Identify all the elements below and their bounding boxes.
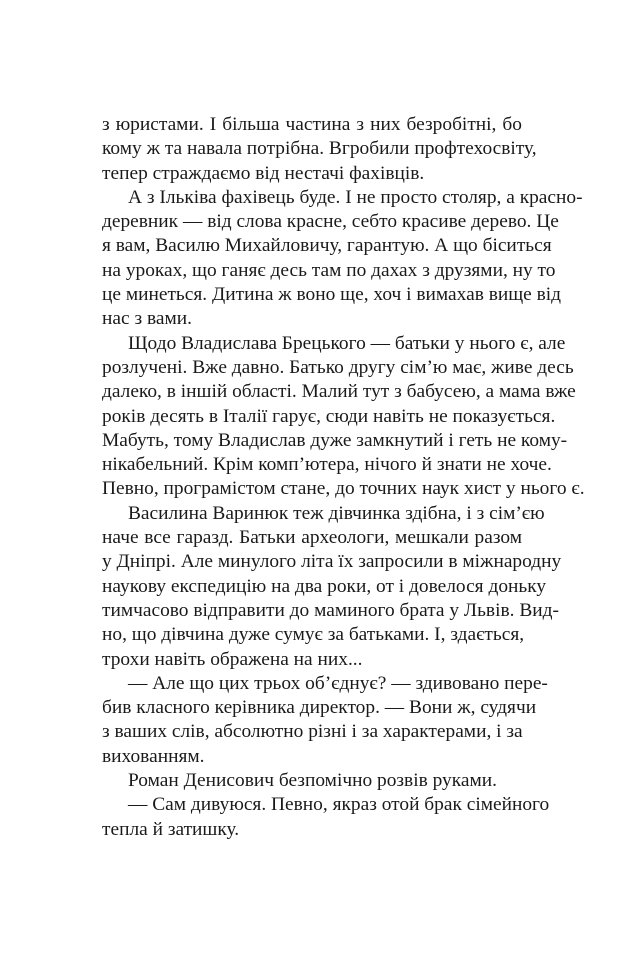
text-line: тепла й затишку. xyxy=(102,818,240,840)
text-line: на уроках, що ганяє десь там по дахах з друзями, ну то xyxy=(102,259,556,281)
paragraph xyxy=(102,502,562,672)
text-line: Щодо Владислава Брецького — батьки у нього є, але xyxy=(128,332,566,354)
text-line: наукову експедицію на два роки, от і довелося доньку xyxy=(102,575,547,597)
paragraph xyxy=(102,332,585,502)
text-line: кому ж та навала потрібна. Вгробили профтехосвіту, xyxy=(102,138,537,160)
text-line: далеко, в іншій області. Малий тут з бабусею, а мама вже xyxy=(102,381,576,403)
text-line: трохи навіть ображена на них... xyxy=(102,648,363,670)
paragraph xyxy=(102,793,550,842)
text-line: тимчасово відправити до маминого брата у Львів. Вид- xyxy=(102,599,559,621)
text-line: вихованням. xyxy=(102,745,205,767)
text-line: — Сам дивуюся. Певно, якраз отой брак сімейного xyxy=(128,794,550,816)
paragraph xyxy=(102,769,522,793)
text-line: я вам, Василю Михайловичу, гарантую. А що біситься xyxy=(102,235,552,257)
text-line: бив класного керівника директор. — Вони ж, судячи xyxy=(102,697,537,719)
text-line: Василина Варинюк теж дівчинка здібна, і з сім’єю xyxy=(128,502,545,524)
text-line: но, що дівчина дуже сумує за батьками. І, здається, xyxy=(102,624,525,646)
book-page-text xyxy=(102,113,585,842)
text-line: — Але що цих трьох об’єднує? — здивовано пере- xyxy=(128,672,548,694)
text-line: деревник — від слова красне, себто красиве дерево. Це xyxy=(102,211,559,233)
text-line: А з Ільківа фахівець буде. І не просто столяр, а красно- xyxy=(128,186,583,208)
text-line: з ваших слів, абсолютно різні і за характерами, і за xyxy=(102,721,523,743)
text-line: наче все гаразд. Батьки археологи, мешкали разом xyxy=(102,527,522,549)
text-line: Певно, програмістом стане, до точних наук хист у нього є. xyxy=(102,478,585,500)
text-line: тепер страждаємо від нестачі фахівців. xyxy=(102,162,425,184)
text-line: нас з вами. xyxy=(102,308,192,330)
text-line: Роман Денисович безпомічно розвів руками. xyxy=(128,770,497,792)
text-line: років десять в Італії гарує, сюди навіть не показується. xyxy=(102,405,556,427)
paragraph xyxy=(102,113,537,186)
text-line: це минеться. Дитина ж воно ще, хоч і вимахав вище від xyxy=(102,284,562,306)
text-line: нікабельний. Крім комп’ютера, нічого й знати не хоче. xyxy=(102,454,552,476)
text-line: у Дніпрі. Але минулого літа їх запросили в міжнародну xyxy=(102,551,562,573)
text-line: розлучені. Вже давно. Батько другу сім’ю має, живе десь xyxy=(102,356,574,378)
text-line: Мабуть, тому Владислав дуже замкнутий і геть не кому- xyxy=(102,429,568,451)
paragraph xyxy=(102,186,583,332)
paragraph xyxy=(102,672,548,769)
text-line: з юристами. І більша частина з них безробітні, бо xyxy=(102,114,522,135)
